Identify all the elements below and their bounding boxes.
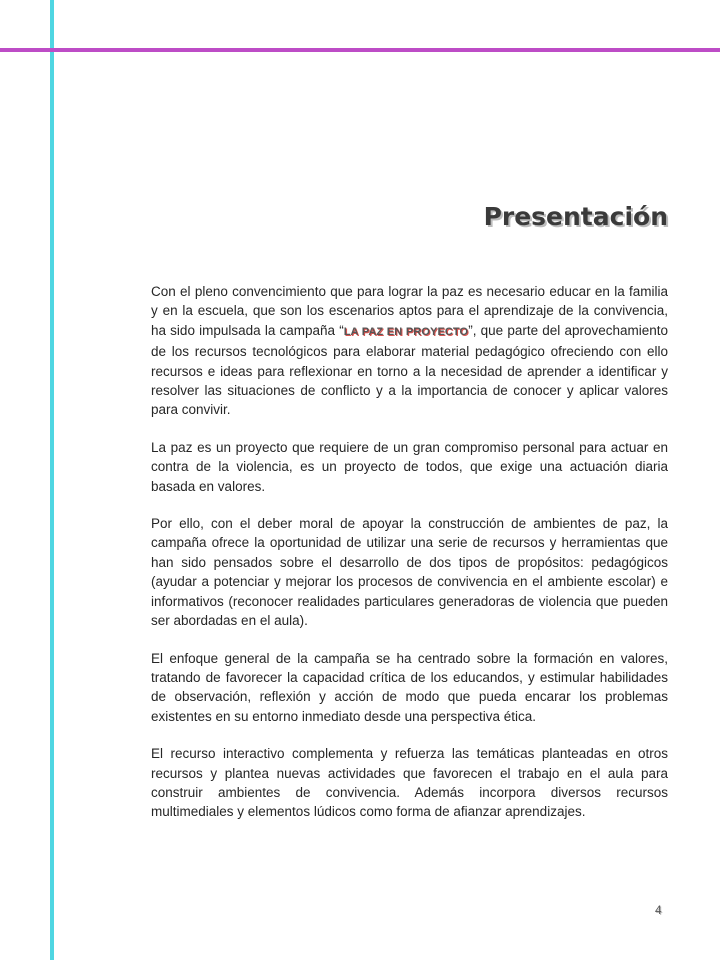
document-body: [151, 282, 668, 840]
paragraph-3: Por ello, con el deber moral de apoyar la construcción de ambientes de paz, la campaña ofrece la oportunidad de utilizar una serie de recursos y herramientas que han sido pensados sobre el desarrollo de dos tipos de propósitos: pedagógicos (ayudar a potenciar y mejorar los procesos de convivencia en el ambiente escolar) e informativos (reconocer realidades particulares generadoras de violencia que pueden ser abordadas en el aula).: [151, 516, 668, 629]
paragraph-1: [151, 282, 668, 420]
vertical-accent-line: [50, 0, 54, 960]
paragraph-4: El enfoque general de la campaña se ha centrado sobre la formación en valores, tratando de favorecer la capacidad crítica de los educandos, y estimular habilidades de observación, reflexión y acción de modo que pueda encarar los problemas existentes en su entorno inmediato desde una perspectiva ética.: [151, 650, 668, 724]
paragraph-5: El recurso interactivo complementa y refuerza las temáticas planteadas en otros recursos y plantea nuevas actividades que favorecen el trabajo en el aula para construir ambientes de convivencia. Además incorpora diversos recursos multimediales y elementos lúdicos como forma de afianzar aprendizajes.: [151, 746, 668, 820]
paragraph-1-text-start: Con el pleno convencimiento que para lograr la paz es necesario educar en la familia y en la escuela, que son los escenarios aptos para el aprendizaje de la convivencia, ha sido impulsada la campaña “: [151, 284, 668, 338]
horizontal-accent-line: [0, 48, 720, 52]
page-number: 4: [655, 903, 662, 917]
page-title: Presentación: [483, 202, 668, 231]
campaign-name: LA PAZ EN PROYECTO: [343, 325, 469, 338]
paragraph-1-text-end: ”, que parte del aprovechamiento de los recursos tecnológicos para elaborar material pedagógico ofreciendo con ello recursos e ideas para reflexionar en torno a la necesidad de aprender a identificar y resolver las situaciones de conflicto y a la importancia de conocer y aplicar valores para convivir.: [151, 322, 669, 418]
paragraph-2: La paz es un proyecto que requiere de un gran compromiso personal para actuar en contra de la violencia, es un proyecto de todos, que exige una actuación diaria basada en valores.: [151, 439, 668, 494]
